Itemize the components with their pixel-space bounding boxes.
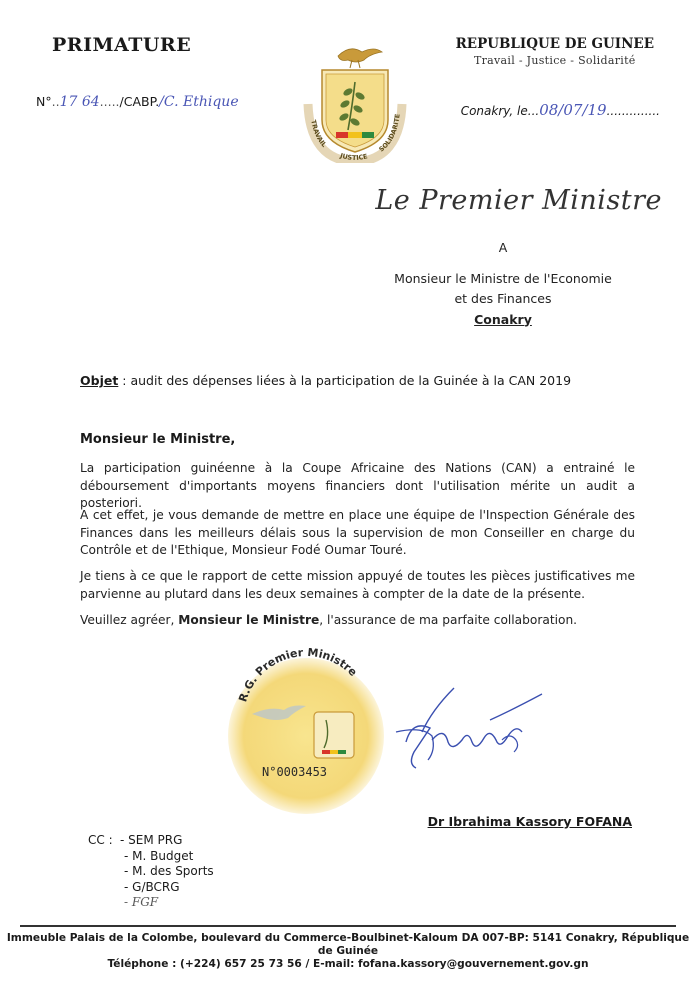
- subject-line: [80, 373, 571, 388]
- ref-number: 17 64: [59, 94, 100, 110]
- subject-text: : audit des dépenses liées à la participation de la Guinée à la CAN 2019: [118, 373, 572, 388]
- country-name: REPUBLIQUE DE GUINEE: [455, 36, 654, 52]
- cc-item: - G/BCRG: [124, 879, 180, 894]
- cc-label: CC :: [88, 833, 113, 847]
- closing-start: Veuillez agréer,: [80, 613, 179, 627]
- paragraph-2: A cet effet, je vous demande de mettre en place une équipe de l'Inspection Générale des Finances dans les meilleurs délais sous la supervision de mon Conseiller en charge du Contrôle et de l'Ethique, Monsieur Fodé Oumar Touré.: [80, 508, 635, 557]
- official-stamp: [222, 648, 390, 816]
- salutation: Monsieur le Ministre,: [80, 432, 236, 447]
- emblem-motto-1: TRAVAIL: [309, 119, 329, 149]
- signer-name: Dr Ibrahima Kassory FOFANA: [427, 814, 632, 829]
- recipient-a: A: [498, 240, 508, 255]
- closing-paragraph: [80, 612, 635, 630]
- footer-divider: [20, 925, 676, 927]
- footer-address: Immeuble Palais de la Colombe, boulevard du Commerce-Boulbinet-Kaloum DA 007-BP: 5141 Conakry, République de Guinée: [6, 932, 690, 957]
- footer-contact: Téléphone : (+224) 657 25 73 56 / E-mail: fofana.kassory@gouvernement.gov.gn: [107, 958, 589, 970]
- paragraph-1: La participation guinéenne à la Coupe Africaine des Nations (CAN) a entrainé le déboursement d'importants moyens financiers dont l'utilisation mérite un audit a posteriori.: [80, 461, 635, 510]
- closing-bold: Monsieur le Ministre: [178, 613, 320, 627]
- date-label: Conakry, le: [460, 104, 528, 118]
- cc-item: - M. Budget: [124, 848, 194, 863]
- recipient-line2: et des Finances: [454, 291, 552, 306]
- recipient-line1: Monsieur le Ministre de l'Economie: [394, 270, 612, 286]
- paragraph-3: Je tiens à ce que le rapport de cette mission appuyé de toutes les pièces justificatives me parvienne au plutard dans les deux semaines à compter de la date de la présente.: [80, 569, 635, 601]
- date-value: 08/07/19: [539, 101, 607, 119]
- emblem-motto-2: JUSTICE: [339, 151, 369, 163]
- sender-title: Le Premier Ministre: [375, 185, 662, 216]
- ref-suffix: /C. Ethique: [159, 94, 239, 110]
- recipient-block: [378, 238, 628, 330]
- cc-item: - M. des Sports: [124, 864, 214, 878]
- emblem-motto-3: SOLIDARITE: [377, 113, 402, 154]
- subject-label: Objet: [80, 373, 119, 388]
- reference-number: N°..17 64...../CABP./C. Ethique: [36, 94, 239, 110]
- cc-list: [120, 833, 214, 911]
- ref-mid: /CABP.: [119, 94, 160, 109]
- recipient-city: Conakry: [474, 311, 532, 327]
- stamp-number: N°0003453: [262, 765, 328, 779]
- country-motto: Travail - Justice - Solidarité: [473, 54, 636, 67]
- country-header: [456, 36, 654, 67]
- stamp-top-text: R.G. Premier Ministre: [236, 648, 360, 704]
- primature-heading: PRIMATURE: [52, 34, 192, 56]
- cc-item: - SEM PRG: [120, 833, 183, 847]
- coat-of-arms-emblem: [300, 38, 410, 163]
- ref-prefix: N°: [36, 94, 52, 109]
- date-line: Conakry, le...08/07/19..............: [460, 101, 660, 119]
- handwritten-signature: [392, 680, 552, 790]
- footer: [0, 932, 696, 971]
- closing-end: , l'assurance de ma parfaite collaboration.: [319, 613, 578, 627]
- cc-item-handwritten: - FGF: [124, 895, 159, 909]
